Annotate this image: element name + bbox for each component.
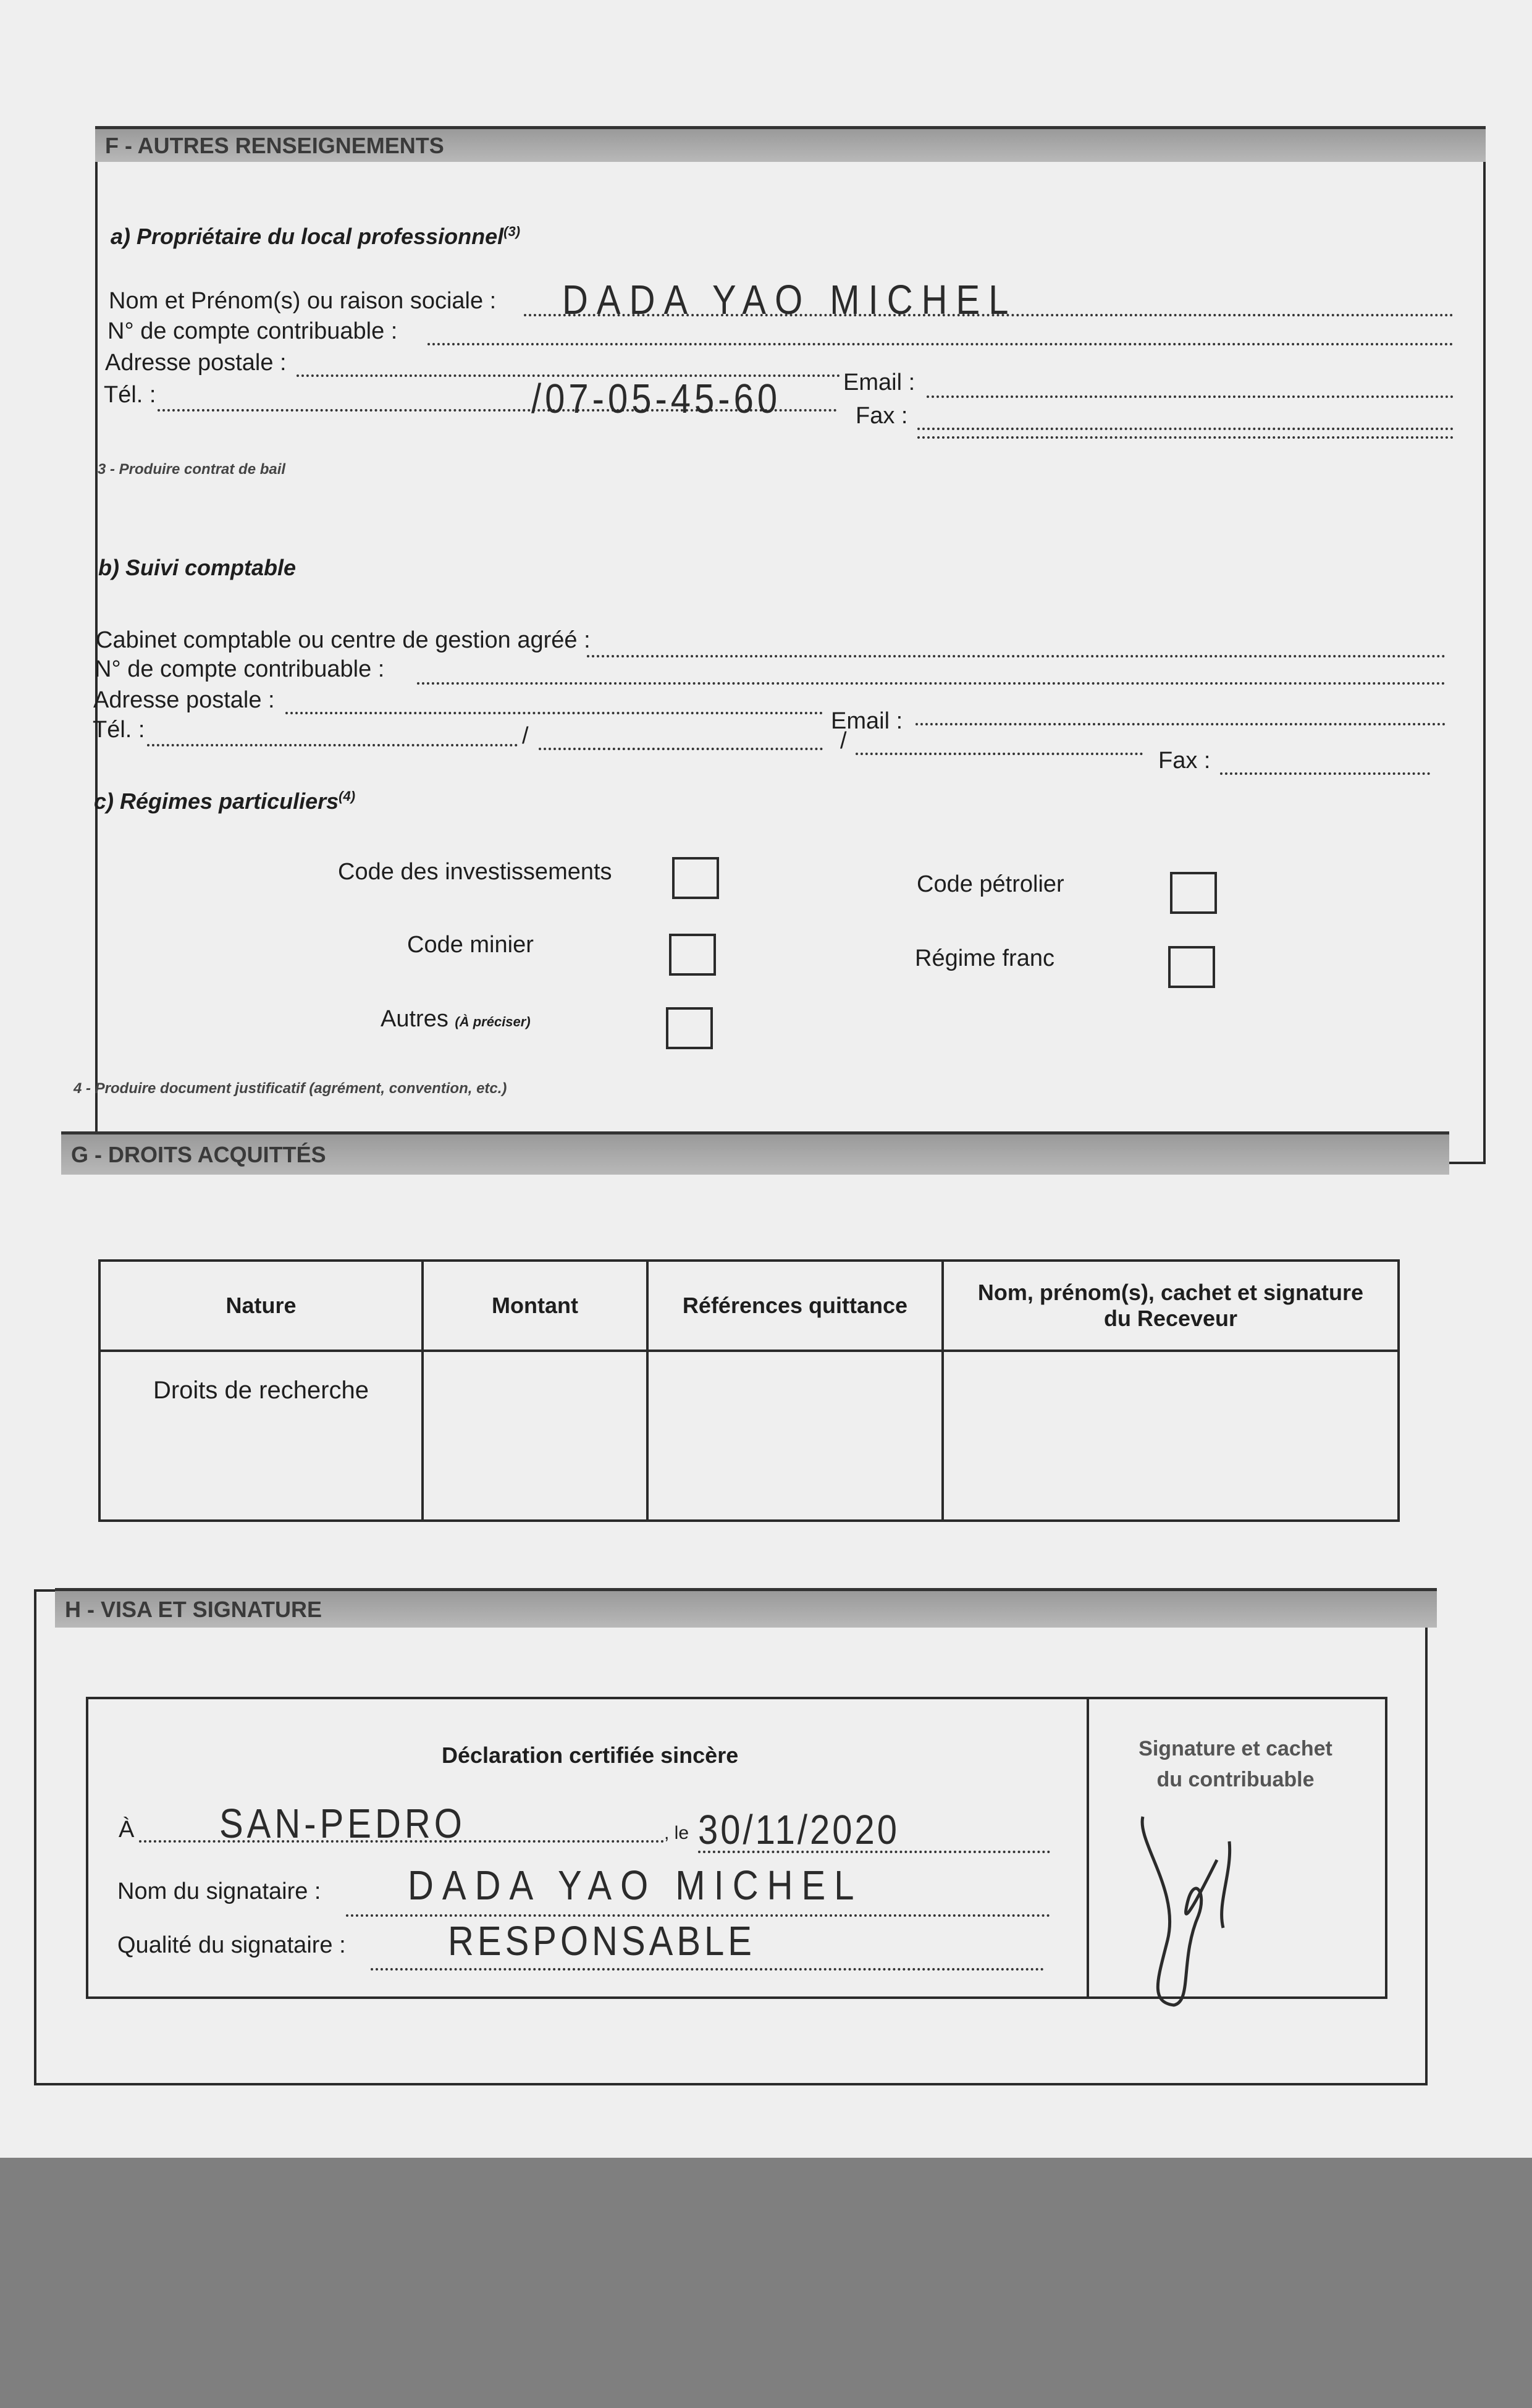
option-autres-label — [381, 1006, 531, 1033]
owner-tel-label: Tél. : — [104, 382, 156, 408]
date-label: , le — [664, 1823, 689, 1843]
accountant-tel-field-2[interactable] — [539, 748, 823, 750]
owner-fax-label: Fax : — [856, 403, 908, 429]
subsection-c-title — [94, 788, 355, 814]
accountant-tel-field-3[interactable] — [856, 753, 1143, 755]
accountant-fax-field[interactable] — [1220, 772, 1430, 775]
footnote-4: 4 - Produire document justificatif (agrément, convention, etc.) — [74, 1080, 507, 1097]
option-code-minier-checkbox[interactable] — [669, 934, 716, 976]
signatory-quality-label: Qualité du signataire : — [117, 1932, 346, 1958]
owner-account-field[interactable] — [427, 343, 1454, 345]
signatory-name-value: DADA YAO MICHEL — [408, 1862, 863, 1909]
section-h-header: H - VISA ET SIGNATURE — [55, 1588, 1437, 1628]
signatory-name-field[interactable] — [346, 1914, 1050, 1917]
owner-email-label: Email : — [843, 370, 915, 395]
owner-account-label: N° de compte contribuable : — [107, 318, 398, 344]
accountant-tel-label: Tél. : — [93, 717, 145, 743]
accountant-address-field[interactable] — [285, 712, 823, 714]
col-nature: Nature — [99, 1261, 423, 1351]
table-row — [99, 1351, 1399, 1521]
accountant-account-label: N° de compte contribuable : — [95, 656, 385, 682]
accountant-fax-label: Fax : — [1158, 748, 1211, 774]
tel-separator-1: / — [522, 723, 529, 749]
accountant-email-field[interactable] — [915, 723, 1446, 725]
option-autres-text: Autres — [381, 1006, 448, 1032]
footnote-ref-3: (3) — [503, 224, 521, 239]
place-value: SAN-PEDRO — [219, 1801, 466, 1847]
accountant-cabinet-label: Cabinet comptable ou centre de gestion agréé : — [96, 627, 591, 653]
owner-fax-field[interactable] — [917, 428, 1454, 430]
option-regime-franc-checkbox[interactable] — [1168, 946, 1215, 988]
section-f-header: F - AUTRES RENSEIGNEMENTS — [95, 126, 1486, 162]
option-code-petrolier-checkbox[interactable] — [1170, 872, 1217, 914]
tel-separator-2: / — [840, 728, 847, 754]
accountant-email-label: Email : — [831, 708, 903, 734]
subsection-c-label: c) Régimes particuliers — [94, 788, 339, 814]
footnote-ref-4: (4) — [339, 788, 356, 804]
section-g-header: G - DROITS ACQUITTÉS — [61, 1131, 1449, 1175]
duties-table — [98, 1259, 1400, 1522]
option-code-petrolier-label: Code pétrolier — [917, 871, 1064, 897]
subsection-a-label: a) Propriétaire du local professionnel — [111, 224, 504, 249]
col-references: Références quittance — [647, 1261, 943, 1351]
cell-nature: Droits de recherche — [99, 1351, 423, 1521]
signatory-quality-field[interactable] — [371, 1968, 1044, 1971]
cell-montant[interactable] — [423, 1351, 647, 1521]
owner-email-field[interactable] — [927, 395, 1454, 398]
signatory-name-label: Nom du signataire : — [117, 1878, 321, 1904]
owner-name-value: DADA YAO MICHEL — [562, 277, 1017, 323]
owner-fax-field-extra[interactable] — [917, 436, 1454, 439]
signatory-quality-value: RESPONSABLE — [448, 1918, 755, 1964]
option-autres-checkbox[interactable] — [666, 1007, 713, 1049]
table-header-row — [99, 1261, 1399, 1351]
accountant-account-field[interactable] — [417, 682, 1446, 685]
signature-title: Signature et cachet du contribuable — [1138, 1737, 1332, 1791]
option-code-investissements-checkbox[interactable] — [672, 857, 719, 899]
handwritten-signature — [1124, 1804, 1310, 2014]
place-label: À — [119, 1817, 135, 1843]
cell-receveur[interactable] — [943, 1351, 1399, 1521]
option-code-investissements-label: Code des investissements — [338, 859, 612, 885]
date-value: 30/11/2020 — [698, 1807, 899, 1853]
owner-name-label: Nom et Prénom(s) ou raison sociale : — [109, 288, 497, 314]
owner-address-label: Adresse postale : — [105, 350, 287, 376]
accountant-address-label: Adresse postale : — [93, 687, 275, 713]
accountant-tel-field-1[interactable] — [147, 744, 518, 746]
col-receveur: Nom, prénom(s), cachet et signature du Receveur — [943, 1261, 1399, 1351]
signature-divider — [1087, 1697, 1089, 1999]
owner-tel-value: /07-05-45-60 — [531, 376, 781, 422]
subsection-a-title — [111, 224, 520, 250]
option-regime-franc-label: Régime franc — [915, 945, 1054, 971]
option-autres-hint: (À préciser) — [455, 1014, 531, 1029]
declaration-title: Déclaration certifiée sincère — [442, 1743, 739, 1768]
option-code-minier-label: Code minier — [407, 932, 534, 958]
col-montant: Montant — [423, 1261, 647, 1351]
subsection-b-title: b) Suivi comptable — [98, 555, 297, 580]
accountant-cabinet-field[interactable] — [587, 655, 1446, 657]
cell-references[interactable] — [647, 1351, 943, 1521]
footnote-3: 3 - Produire contrat de bail — [98, 461, 286, 478]
